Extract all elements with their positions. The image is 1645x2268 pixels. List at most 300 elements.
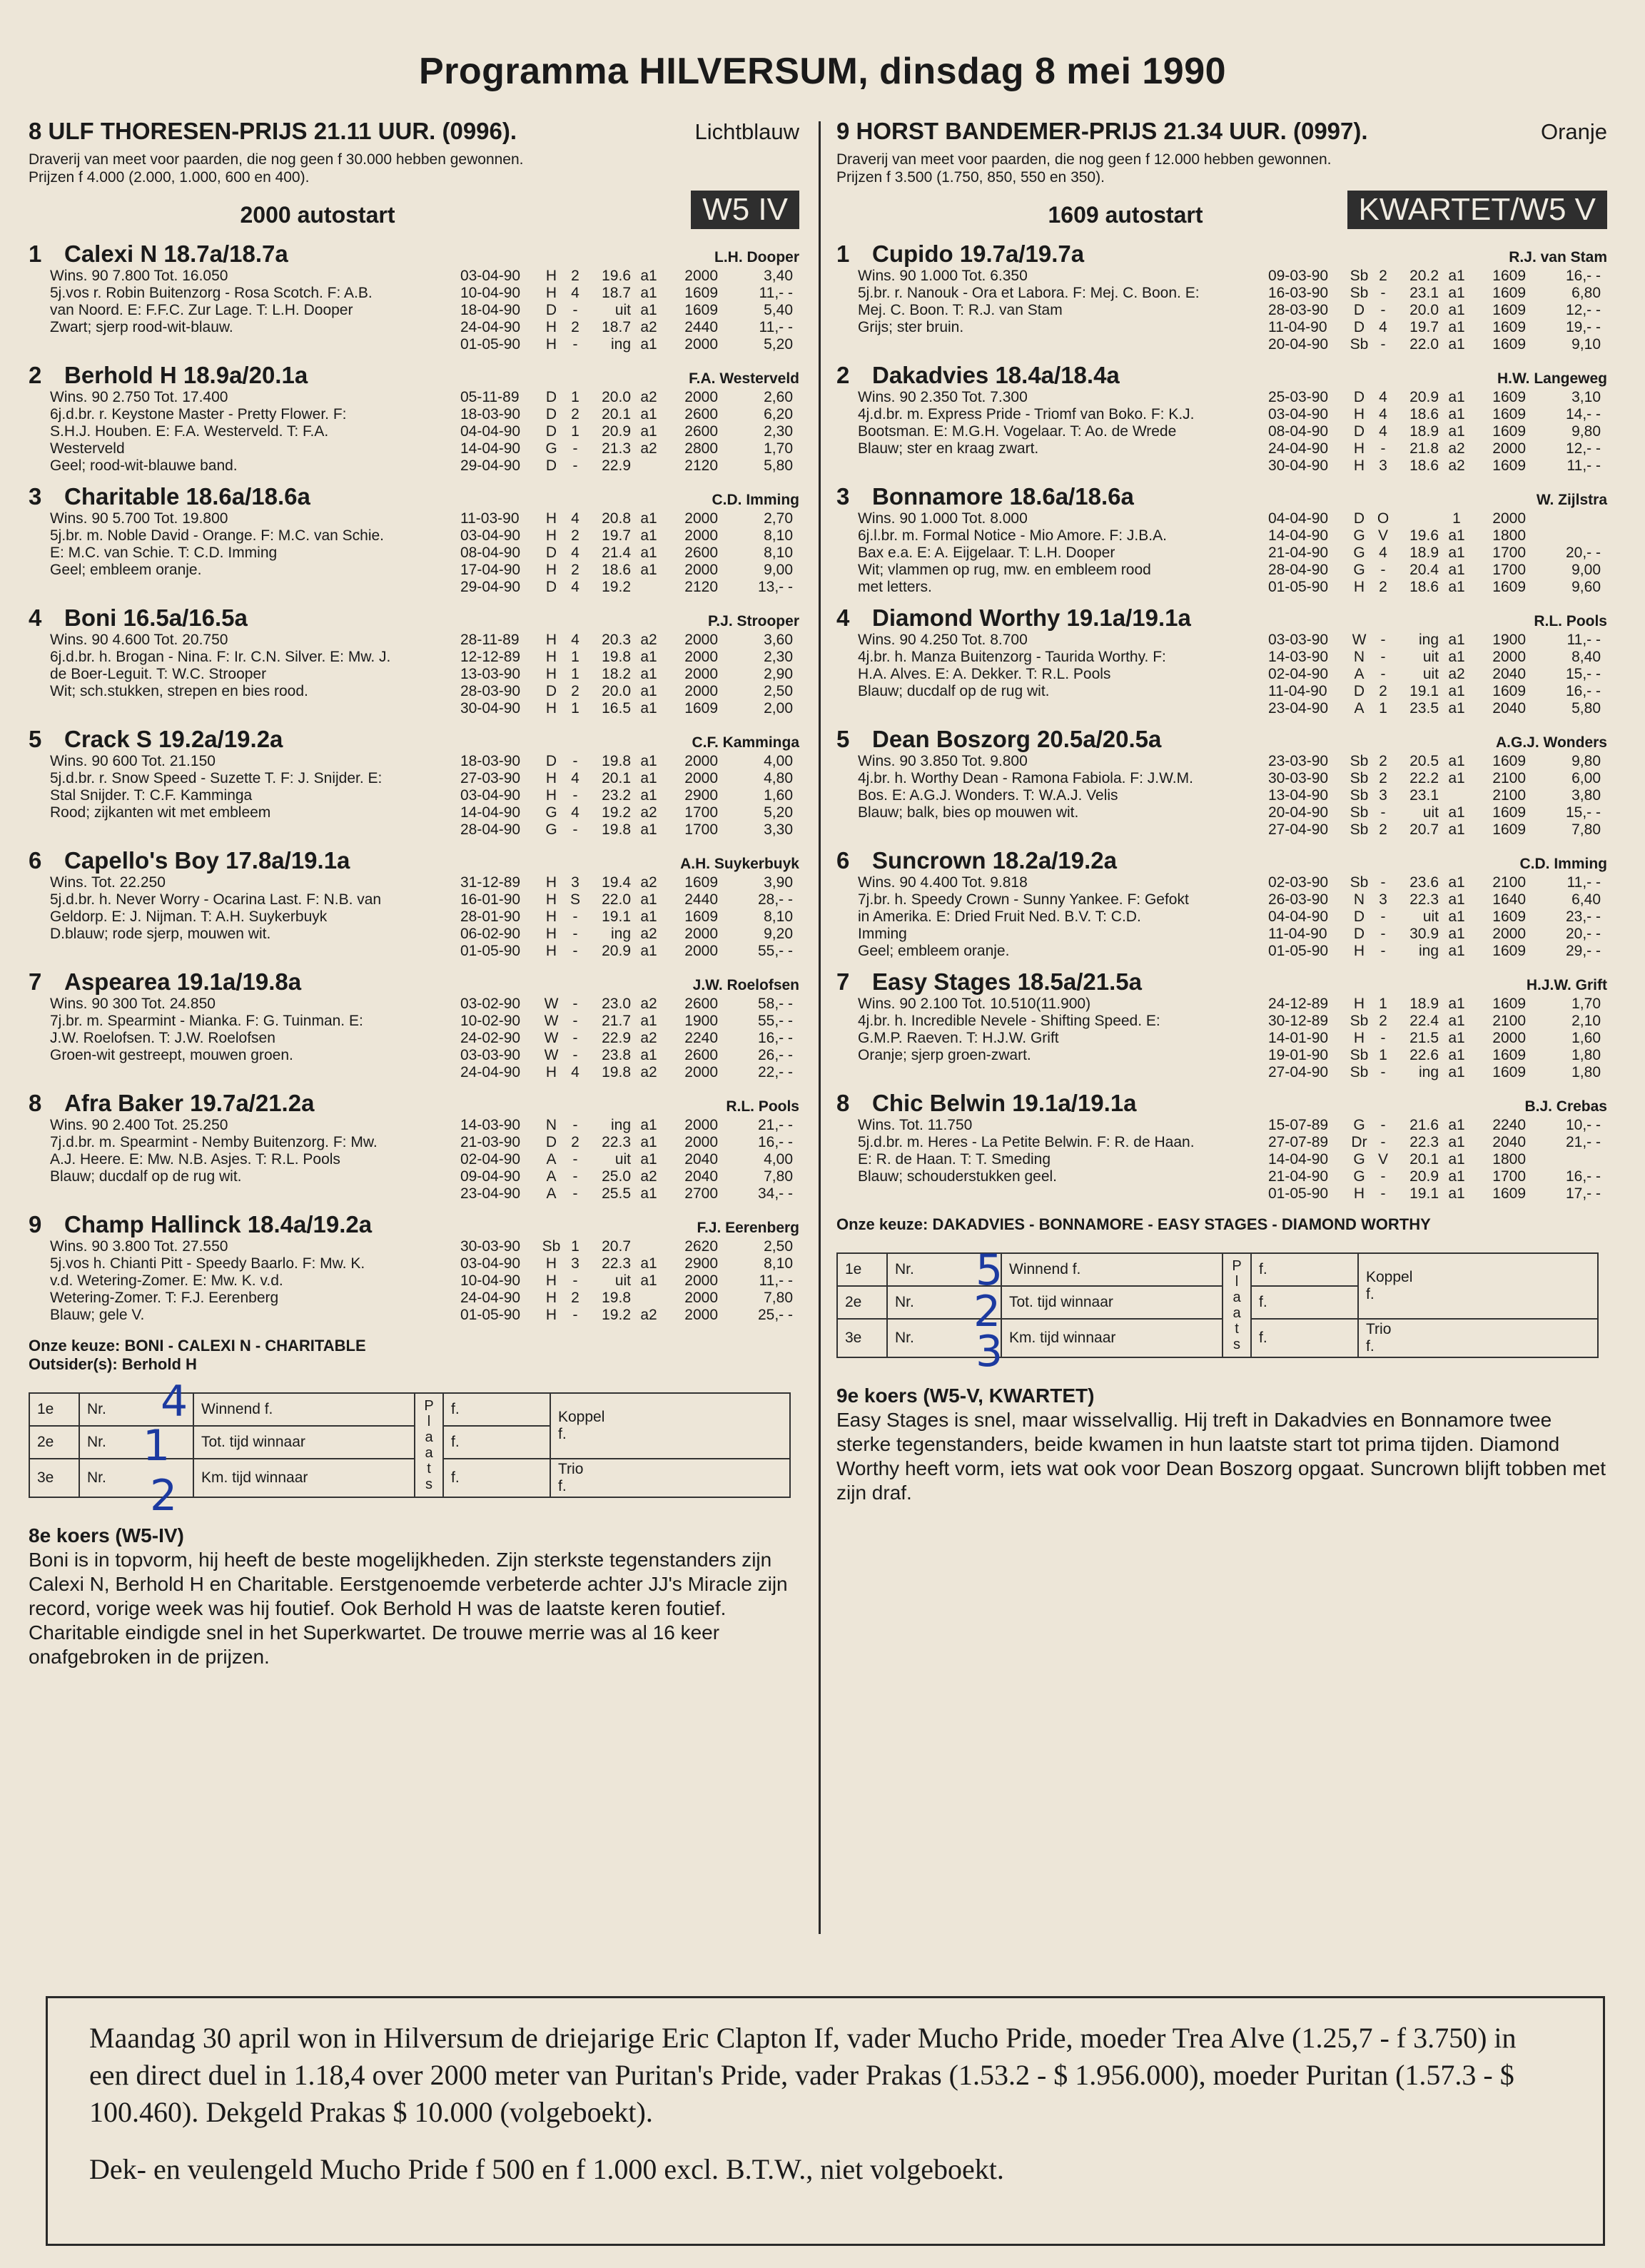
- form-cell: H: [545, 1064, 557, 1080]
- info-line: Wins. 90 1.000 Tot. 6.350: [858, 268, 1028, 284]
- info-line: Wins. 90 3.850 Tot. 9.800: [858, 753, 1028, 769]
- info-line: Zwart; sjerp rood-wit-blauw.: [50, 319, 233, 335]
- form-cell: 18.2: [602, 666, 631, 682]
- form-row: [1268, 996, 1601, 1013]
- plaats-amount: f.: [443, 1426, 550, 1459]
- form-cell: G: [545, 440, 557, 457]
- form-table: [460, 632, 793, 717]
- form-cell: 1609: [1492, 319, 1526, 335]
- info-line: Geel; embleem oranje.: [50, 562, 202, 578]
- form-cell: 4: [571, 770, 579, 786]
- form-cell: 18.9: [1409, 423, 1439, 440]
- horse-name-line: [836, 968, 1142, 996]
- form-cell: H: [545, 908, 557, 925]
- form-row: [1268, 1013, 1601, 1030]
- form-table: [1268, 268, 1601, 353]
- info-line: Wins. 90 7.800 Tot. 16.050: [50, 268, 228, 284]
- form-cell: 2600: [684, 996, 718, 1012]
- trainer-name: W. Zijlstra: [1536, 492, 1607, 508]
- form-cell: 19.6: [1409, 527, 1439, 544]
- form-cell: 10-02-90: [460, 1013, 521, 1029]
- form-cell: a1: [1448, 1030, 1465, 1046]
- form-cell: 9,80: [1571, 753, 1601, 769]
- nr-cell: Nr.: [887, 1286, 1001, 1319]
- info-line: 5j.d.br. h. Never Worry - Ocarina Last. F: N.B. van: [50, 891, 382, 908]
- form-cell: 1: [1452, 510, 1461, 527]
- form-cell: 2,30: [764, 423, 793, 440]
- form-cell: Sb: [1350, 821, 1369, 838]
- form-cell: H: [1353, 1185, 1365, 1202]
- page-title: Programma HILVERSUM, dinsdag 8 mei 1990: [418, 51, 1227, 92]
- form-cell: 18.6: [1409, 406, 1439, 422]
- horse-body: [836, 753, 1607, 839]
- form-cell: 1640: [1492, 891, 1526, 908]
- form-cell: uit: [1422, 666, 1439, 682]
- form-cell: 2: [1379, 821, 1387, 838]
- form-cell: a1: [640, 1272, 657, 1289]
- horse-number: 3: [836, 483, 850, 510]
- form-cell: 4,80: [764, 770, 793, 786]
- form-cell: 24-12-89: [1268, 996, 1329, 1012]
- result-row: [29, 1459, 790, 1497]
- form-table: [1268, 996, 1601, 1081]
- form-row: [1268, 406, 1601, 423]
- info-line: Wit; vlammen op rug, mw. en embleem rood: [858, 562, 1151, 578]
- form-cell: Sb: [1350, 1047, 1369, 1063]
- form-cell: 17-04-90: [460, 562, 521, 578]
- horse-entry: [29, 1211, 799, 1324]
- info-line: 6j.d.br. r. Keystone Master - Pretty Flower. F:: [50, 406, 347, 422]
- horse-entry: [836, 968, 1607, 1081]
- form-cell: 1609: [1492, 683, 1526, 699]
- form-cell: H: [545, 874, 557, 891]
- info-line: Wins. 90 5.700 Tot. 19.800: [50, 510, 228, 527]
- nr-cell: Nr.: [887, 1253, 1001, 1286]
- form-cell: a1: [1448, 700, 1465, 717]
- form-cell: 2600: [684, 423, 718, 440]
- form-cell: 2: [1379, 268, 1387, 284]
- form-cell: 1609: [1492, 908, 1526, 925]
- form-cell: 21.7: [602, 1013, 631, 1029]
- trainer-name: H.J.W. Grift: [1526, 977, 1607, 993]
- info-line: Blauw; ducdalf op de rug wit.: [50, 1168, 242, 1185]
- form-cell: 12-12-89: [460, 649, 521, 665]
- form-cell: 6,40: [1571, 891, 1601, 908]
- form-cell: H: [545, 562, 557, 578]
- form-row: [1268, 1134, 1601, 1151]
- horse-header: [836, 241, 1607, 268]
- form-cell: 19.7: [602, 527, 631, 544]
- form-cell: 1900: [684, 1013, 718, 1029]
- form-row: [460, 1168, 793, 1185]
- trainer-name: C.D. Imming: [1519, 856, 1607, 872]
- form-cell: 1609: [1492, 285, 1526, 301]
- form-cell: 19,- -: [1565, 319, 1601, 335]
- info-line: Groen-wit gestreept, mouwen groen.: [50, 1047, 293, 1063]
- form-cell: 29-04-90: [460, 579, 521, 595]
- form-cell: 2040: [1492, 1134, 1526, 1150]
- form-cell: 30-03-90: [460, 1238, 521, 1255]
- info-line: 7j.br. h. Speedy Crown - Sunny Yankee. F: Gefokt: [858, 891, 1189, 908]
- form-cell: 2: [571, 1290, 579, 1306]
- form-cell: 20.1: [602, 406, 631, 422]
- form-row: [1268, 440, 1601, 457]
- form-cell: 20.0: [602, 683, 631, 699]
- horse-body: [836, 1117, 1607, 1203]
- handwritten-number: 2: [150, 1471, 178, 1521]
- form-table: [460, 389, 793, 475]
- info-line: Wins. Tot. 22.250: [50, 874, 166, 891]
- form-cell: 2: [571, 406, 579, 422]
- form-row: [1268, 457, 1601, 475]
- form-cell: 22.0: [1409, 336, 1439, 353]
- form-cell: -: [1380, 908, 1386, 925]
- form-cell: -: [1380, 1030, 1386, 1046]
- info-line: Blauw; schouderstukken geel.: [858, 1168, 1057, 1185]
- form-cell: 1700: [1492, 545, 1526, 561]
- info-line: 7j.d.br. m. Spearmint - Nemby Buitenzorg. F: Mw.: [50, 1134, 378, 1150]
- info-line: 5j.d.br. r. Snow Speed - Suzette T. F: J. Snijder. E:: [50, 770, 383, 786]
- form-cell: 4: [571, 510, 579, 527]
- form-cell: D: [545, 683, 557, 699]
- info-line: 6j.l.br. m. Formal Notice - Mio Amore. F: J.B.A.: [858, 527, 1167, 544]
- horse-name: Easy Stages 18.5a/21.5a: [872, 968, 1142, 995]
- form-cell: 2000: [684, 666, 718, 682]
- form-cell: 20,- -: [1565, 545, 1601, 561]
- horse-header: [29, 483, 799, 510]
- form-cell: 9,10: [1571, 336, 1601, 353]
- form-cell: 1609: [1492, 753, 1526, 769]
- form-cell: 2000: [1492, 1030, 1526, 1046]
- info-line: Rood; zijkanten wit met embleem: [50, 804, 271, 821]
- commentary-title: 9e koers (W5-V, KWARTET): [836, 1384, 1095, 1407]
- trainer-name: P.J. Strooper: [708, 613, 799, 629]
- form-cell: 4: [571, 804, 579, 821]
- form-cell: 17,- -: [1565, 1185, 1601, 1202]
- form-cell: D: [545, 457, 557, 474]
- horse-name-line: [836, 483, 1134, 510]
- form-cell: 9,60: [1571, 579, 1601, 595]
- form-cell: a1: [1448, 632, 1465, 648]
- form-table: [1268, 389, 1601, 475]
- form-cell: A: [1354, 700, 1365, 717]
- form-cell: 8,10: [764, 527, 793, 544]
- form-row: [460, 804, 793, 821]
- form-row: [1268, 943, 1601, 960]
- form-cell: A: [546, 1168, 557, 1185]
- horse-number: 6: [29, 847, 42, 874]
- form-row: [460, 440, 793, 457]
- form-cell: 22.6: [1409, 1047, 1439, 1063]
- form-cell: 2: [1379, 579, 1387, 595]
- form-cell: 12,- -: [1565, 302, 1601, 318]
- form-cell: 2000: [1492, 926, 1526, 942]
- form-cell: G: [1353, 1117, 1365, 1133]
- form-cell: 11,- -: [759, 319, 793, 335]
- form-cell: 1609: [1492, 996, 1526, 1012]
- form-table: [460, 1238, 793, 1324]
- form-row: [460, 753, 793, 770]
- form-cell: -: [572, 457, 578, 474]
- form-table: [1268, 510, 1601, 596]
- form-cell: 2: [1379, 1013, 1387, 1029]
- form-cell: a1: [1448, 821, 1465, 838]
- horse-header: [29, 847, 799, 874]
- form-row: [1268, 821, 1601, 839]
- form-cell: Sb: [1350, 804, 1369, 821]
- info-line: Imming: [858, 926, 907, 942]
- form-cell: 20.0: [1409, 302, 1439, 318]
- form-cell: a1: [1448, 423, 1465, 440]
- horse-body: [29, 1117, 799, 1203]
- form-row: [1268, 1185, 1601, 1203]
- column-divider: [819, 121, 821, 1934]
- form-cell: 27-07-89: [1268, 1134, 1329, 1150]
- horse-entry: [836, 726, 1607, 839]
- form-cell: 18-04-90: [460, 302, 521, 318]
- form-cell: a2: [640, 874, 657, 891]
- info-line: 4j.br. h. Worthy Dean - Ramona Fabiola. F: J.W.M.: [858, 770, 1193, 786]
- form-cell: 21.8: [1409, 440, 1439, 457]
- form-cell: D: [1353, 683, 1365, 699]
- notice-box: [46, 1996, 1605, 2246]
- form-row: [460, 926, 793, 943]
- form-cell: uit: [614, 1151, 631, 1168]
- form-cell: -: [1380, 1168, 1386, 1185]
- race-color: Oranje: [1540, 119, 1607, 144]
- start-bar: [29, 191, 799, 232]
- horse-entry: [29, 483, 799, 596]
- form-cell: -: [572, 1272, 578, 1289]
- form-cell: 27-04-90: [1268, 1064, 1329, 1080]
- form-cell: a1: [1448, 1047, 1465, 1063]
- form-cell: uit: [1422, 804, 1439, 821]
- form-row: [1268, 891, 1601, 908]
- form-row: [460, 268, 793, 285]
- horse-number: 2: [29, 362, 42, 388]
- horse-entry: [29, 726, 799, 839]
- form-cell: 14-04-90: [1268, 527, 1329, 544]
- form-cell: V: [1377, 527, 1388, 544]
- form-cell: H: [545, 666, 557, 682]
- form-cell: a1: [640, 649, 657, 665]
- form-cell: [1526, 510, 1601, 527]
- form-cell: 9,80: [1571, 423, 1601, 440]
- trio-cell: [1358, 1319, 1598, 1357]
- form-cell: 2000: [684, 268, 718, 284]
- form-cell: -: [1380, 804, 1386, 821]
- form-cell: [631, 579, 667, 596]
- form-cell: 22.2: [1409, 770, 1439, 786]
- horse-info: [29, 996, 460, 1081]
- plaats-amount: f.: [443, 1393, 550, 1426]
- form-cell: -: [1380, 1134, 1386, 1150]
- form-cell: a2: [640, 1030, 657, 1046]
- form-cell: 08-04-90: [1268, 423, 1329, 440]
- form-cell: Sb: [1350, 753, 1369, 769]
- form-cell: 2000: [684, 1134, 718, 1150]
- form-cell: D: [545, 1134, 557, 1150]
- form-cell: 21-03-90: [460, 1134, 521, 1150]
- form-cell: 20.8: [602, 510, 631, 527]
- result-label: Km. tijd winnaar: [1001, 1319, 1223, 1357]
- form-cell: 13,- -: [757, 579, 793, 595]
- form-cell: -: [1380, 666, 1386, 682]
- form-row: [460, 666, 793, 683]
- plaats-amount: f.: [1251, 1286, 1358, 1319]
- form-cell: H: [1353, 943, 1365, 959]
- form-cell: 2620: [684, 1238, 718, 1255]
- form-cell: a1: [640, 545, 657, 561]
- info-line: Wins. 90 4.600 Tot. 20.750: [50, 632, 228, 648]
- form-cell: a1: [1448, 285, 1465, 301]
- form-cell: 55,- -: [757, 943, 793, 959]
- form-row: [1268, 579, 1601, 596]
- form-cell: 2600: [684, 1047, 718, 1063]
- form-table: [1268, 1117, 1601, 1203]
- horse-name: Suncrown 18.2a/19.2a: [872, 847, 1118, 874]
- form-cell: 1609: [1492, 302, 1526, 318]
- form-cell: 4: [1379, 406, 1387, 422]
- info-line: Bax e.a. E: A. Eijgelaar. T: L.H. Dooper: [858, 545, 1115, 561]
- form-row: [460, 336, 793, 353]
- form-cell: -: [572, 1013, 578, 1029]
- horse-name-line: [29, 726, 283, 753]
- info-line: 5j.vos h. Chianti Pitt - Speedy Baarlo. F: Mw. K.: [50, 1255, 365, 1272]
- form-row: [460, 510, 793, 527]
- form-cell: a1: [640, 787, 657, 804]
- form-cell: 1: [571, 1238, 579, 1255]
- form-cell: a1: [640, 1151, 657, 1168]
- form-cell: 34,- -: [757, 1185, 793, 1202]
- our-choice-text: Onze keuze: DAKADVIES - BONNAMORE - EASY STAGES - DIAMOND WORTHY: [836, 1215, 1431, 1233]
- horse-name: Calexi N 18.7a/18.7a: [64, 241, 288, 267]
- horse-entry: [836, 1090, 1607, 1203]
- form-cell: Sb: [1350, 1013, 1369, 1029]
- form-cell: D: [545, 302, 557, 318]
- form-cell: 20-04-90: [1268, 336, 1329, 353]
- place-cell: 3e: [837, 1319, 887, 1357]
- form-row: [460, 1134, 793, 1151]
- form-row: [1268, 666, 1601, 683]
- form-cell: D: [1353, 389, 1365, 405]
- horse-name-line: [29, 241, 288, 268]
- horse-info: [836, 510, 1268, 596]
- form-cell: 23.8: [602, 1047, 631, 1063]
- form-cell: 16-03-90: [1268, 285, 1329, 301]
- form-row: [460, 1272, 793, 1290]
- race-conditions: [29, 151, 642, 186]
- form-cell: -: [572, 1307, 578, 1323]
- form-cell: H: [1353, 1030, 1365, 1046]
- form-cell: 16,- -: [1565, 268, 1601, 284]
- horse-body: [29, 1238, 799, 1324]
- form-row: [460, 996, 793, 1013]
- form-cell: 1,80: [1571, 1064, 1601, 1080]
- form-cell: 19.8: [602, 821, 631, 838]
- form-cell: 19.1: [1409, 683, 1439, 699]
- form-cell: -: [572, 787, 578, 804]
- form-cell: -: [572, 996, 578, 1012]
- result-label: Winnend f.: [1001, 1253, 1223, 1286]
- form-cell: 2440: [684, 319, 718, 335]
- form-table: [460, 753, 793, 839]
- form-cell: 7,80: [1571, 821, 1601, 838]
- form-cell: 1: [571, 666, 579, 682]
- horse-header: [836, 968, 1607, 996]
- form-cell: 4: [571, 632, 579, 648]
- trio-label: Trio: [558, 1461, 584, 1477]
- form-cell: a1: [1448, 1117, 1465, 1133]
- horse-header: [29, 1211, 799, 1238]
- info-line: Wins. 90 3.800 Tot. 27.550: [50, 1238, 228, 1255]
- form-cell: a1: [1448, 406, 1465, 422]
- form-cell: 4: [571, 579, 579, 595]
- koppel-label: Koppel: [1366, 1269, 1413, 1285]
- form-cell: G: [545, 821, 557, 838]
- form-cell: 3,30: [764, 821, 793, 838]
- race-commentary: [29, 1524, 799, 1669]
- race-title: 8 ULF THORESEN-PRIJS 21.11 UUR. (0996).: [29, 118, 517, 144]
- form-cell: 3,10: [1571, 389, 1601, 405]
- place-cell: 2e: [29, 1426, 79, 1459]
- form-cell: 01-05-90: [1268, 579, 1329, 595]
- outsider-text: Outsider(s): Berhold H: [29, 1355, 197, 1373]
- info-line: Wins. 90 2.100 Tot. 10.510(11.900): [858, 996, 1091, 1012]
- form-cell: a1: [640, 285, 657, 301]
- form-cell: 04-04-90: [460, 423, 521, 440]
- form-cell: 30-03-90: [1268, 770, 1329, 786]
- form-cell: 14-03-90: [1268, 649, 1329, 665]
- form-cell: 4: [571, 545, 579, 561]
- form-cell: G: [1353, 1151, 1365, 1168]
- koppel-amount: f.: [558, 1426, 567, 1442]
- form-cell: 2040: [684, 1168, 718, 1185]
- form-cell: G: [545, 804, 557, 821]
- our-choice: [29, 1337, 799, 1374]
- form-cell: 1609: [684, 302, 718, 318]
- form-cell: 28-01-90: [460, 908, 521, 925]
- form-cell: a1: [1448, 683, 1465, 699]
- horse-header: [29, 362, 799, 389]
- info-line: 4j.br. h. Incredible Nevele - Shifting Speed. E:: [858, 1013, 1160, 1029]
- form-cell: ing: [1418, 943, 1439, 959]
- form-cell: H: [545, 649, 557, 665]
- form-cell: 21-04-90: [1268, 1168, 1329, 1185]
- form-cell: 21,- -: [1565, 1134, 1601, 1150]
- form-cell: 28-04-90: [1268, 562, 1329, 578]
- form-cell: 2,50: [764, 1238, 793, 1255]
- form-row: [460, 1047, 793, 1064]
- form-cell: 03-03-90: [1268, 632, 1329, 648]
- form-cell: H: [1353, 579, 1365, 595]
- info-line: 6j.d.br. h. Brogan - Nina. F: Ir. C.N. Silver. E: Mw. J.: [50, 649, 391, 665]
- form-row: [1268, 389, 1601, 406]
- form-cell: 2: [571, 268, 579, 284]
- info-line: Bos. E: A.G.J. Wonders. T: W.A.J. Velis: [858, 787, 1118, 804]
- form-cell: a1: [1448, 1168, 1465, 1185]
- horse-info: [29, 753, 460, 839]
- trio-cell: [550, 1459, 790, 1497]
- horse-name: Boni 16.5a/16.5a: [64, 604, 248, 631]
- form-cell: H: [545, 770, 557, 786]
- form-cell: 22.3: [602, 1255, 631, 1272]
- form-cell: a1: [1448, 1151, 1465, 1168]
- form-cell: Sb: [1350, 1064, 1369, 1080]
- horse-header: [29, 604, 799, 632]
- form-cell: 2000: [684, 527, 718, 544]
- info-line: Wins. Tot. 11.750: [858, 1117, 973, 1133]
